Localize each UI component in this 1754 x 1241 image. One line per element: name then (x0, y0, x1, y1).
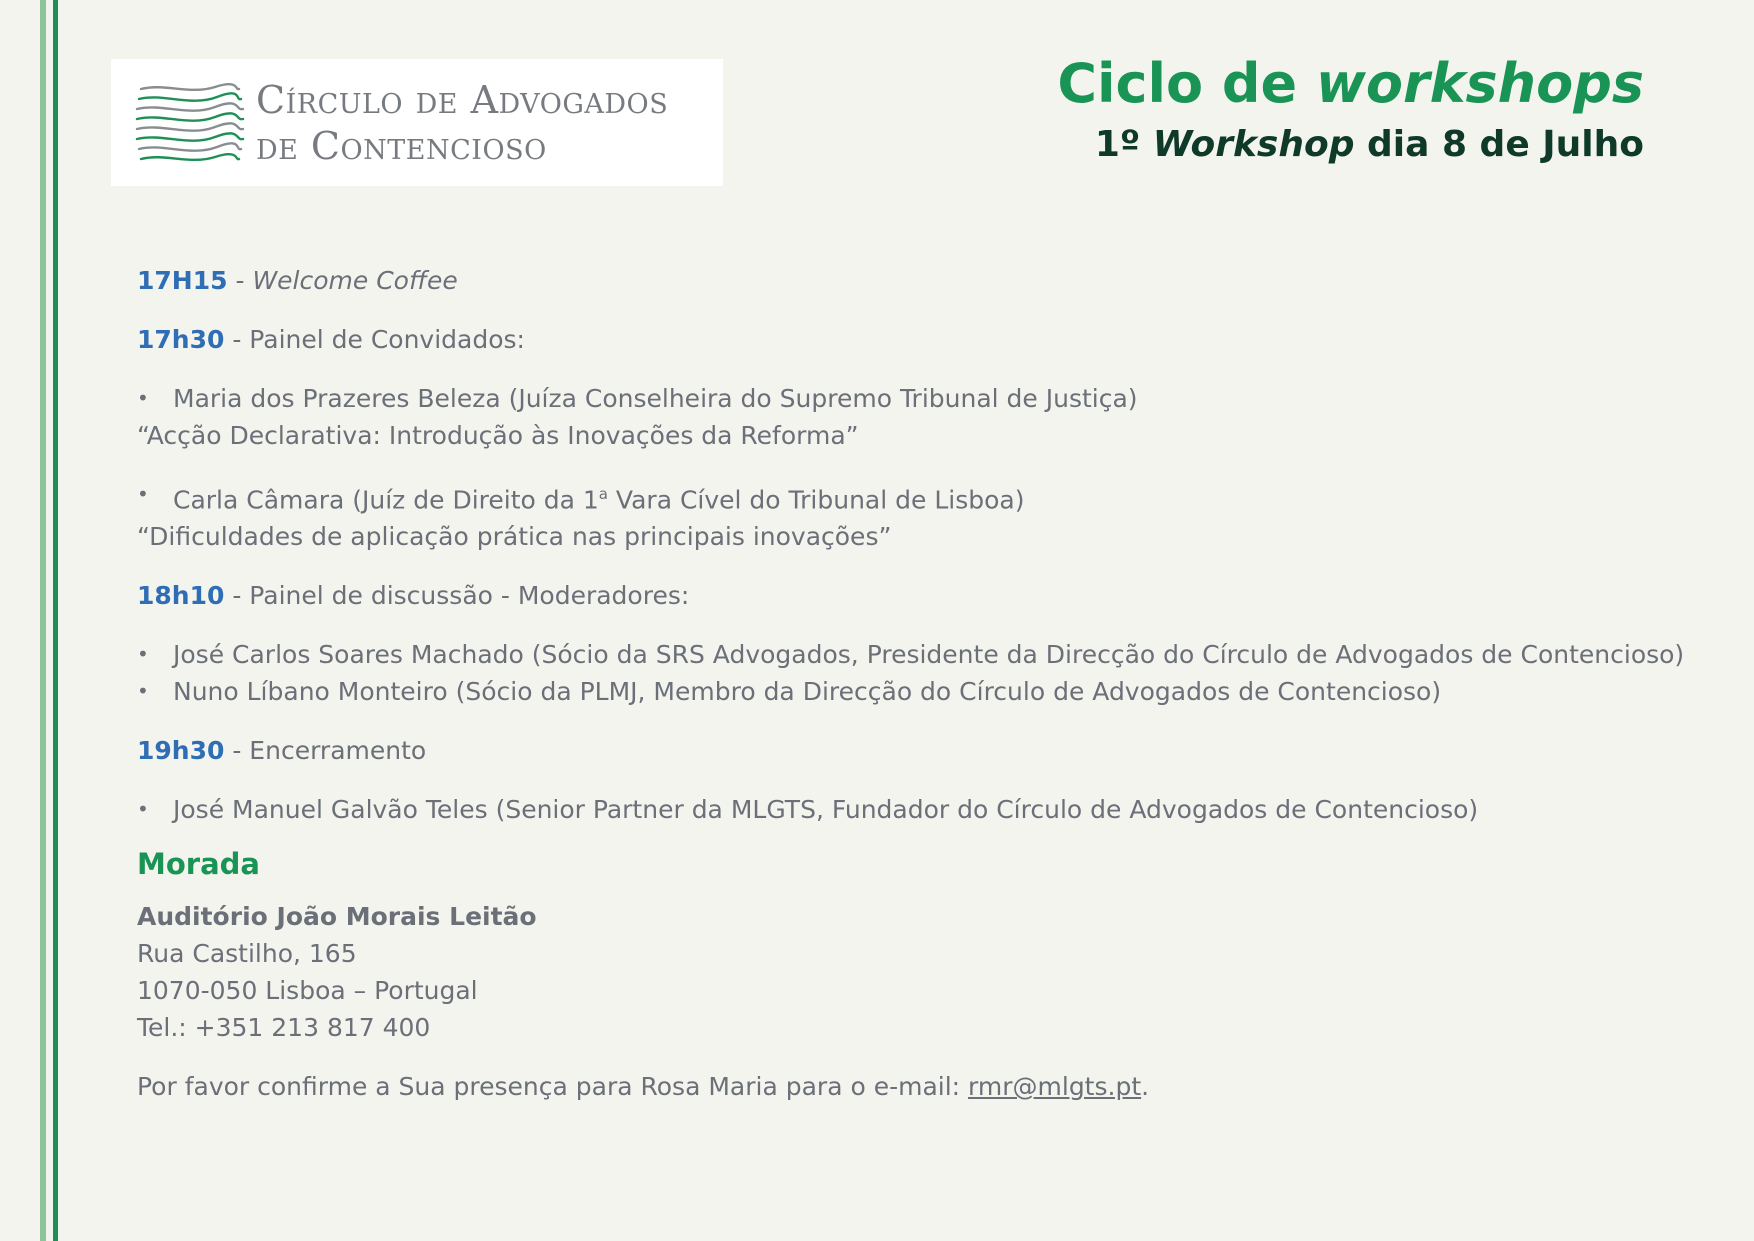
address-street: Rua Castilho, 165 (137, 939, 357, 969)
title-emphasis: workshops (1315, 52, 1644, 115)
welcome-text: Welcome Coffee (252, 266, 458, 295)
moderator-item: • Nuno Líbano Monteiro (Sócio da PLMJ, Membro da Direcção do Círculo de Advogados de Contencioso) (137, 673, 1657, 710)
speaker-item: • Maria dos Prazeres Beleza (Juíza Conselheira do Supremo Tribunal de Justiça) (137, 380, 1657, 417)
speaker-item (137, 476, 1657, 518)
time-label: 18h10 (137, 581, 225, 611)
panel-text: - Painel de discussão - Moderadores: (224, 581, 690, 611)
header (1057, 48, 1644, 170)
left-stripe-light (40, 0, 46, 1241)
schedule-panel-discussion (137, 577, 1657, 614)
speaker-text-end: Vara Cível do Tribunal de Lisboa) (607, 485, 1025, 515)
closer-item: • José Manuel Galvão Teles (Senior Partner da MLGTS, Fundador do Círculo de Advogados de Contencioso) (137, 791, 1657, 828)
speaker-talk: “Dificuldades de aplicação prática nas principais inovações” (137, 522, 892, 552)
rsvp-text: Por favor confirme a Sua presença para Rosa Maria para o e-mail: (137, 1072, 969, 1102)
speaker-talk: “Acção Declarativa: Introdução às Inovações da Reforma” (137, 421, 859, 450)
subtitle-emphasis: Workshop (1152, 124, 1355, 165)
speaker-superscript: a (598, 485, 608, 503)
rsvp-end: . (1141, 1072, 1150, 1102)
closing-text: - Encerramento (224, 736, 427, 766)
title-main: Ciclo de (1057, 52, 1316, 115)
schedule-welcome (137, 262, 1657, 299)
rsvp-line (137, 1068, 1657, 1105)
time-label: 19h30 (137, 736, 225, 766)
schedule-panel-guests (137, 321, 1657, 358)
time-label: 17H15 (137, 266, 228, 295)
separator: - (227, 266, 253, 295)
address-phone: Tel.: +351 213 817 400 (137, 1013, 431, 1043)
moderator-item: • José Carlos Soares Machado (Sócio da SRS Advogados, Presidente da Direcção do Círculo de Advogados de Contencioso) (137, 636, 1657, 673)
time-label: 17h30 (137, 325, 225, 354)
address-heading: Morada (137, 847, 260, 882)
logo-line-1: Círculo de Advogados (256, 78, 669, 122)
address-city: 1070-050 Lisboa – Portugal (137, 976, 478, 1006)
page-title (1057, 48, 1644, 120)
logo (111, 59, 723, 186)
page-subtitle (1057, 120, 1644, 170)
subtitle-date: dia 8 de Julho (1354, 124, 1644, 165)
logo-line-2: de Contencioso (256, 124, 547, 168)
email-link[interactable]: rmr@mlgts.pt (968, 1072, 1142, 1102)
speaker-text: Carla Câmara (Juíz de Direito da 1 (173, 485, 599, 515)
venue-name: Auditório João Morais Leitão (137, 902, 537, 932)
subtitle-number: 1º (1094, 124, 1153, 165)
program-content (137, 262, 1685, 1105)
logo-waves-icon (135, 81, 245, 167)
schedule-closing (137, 732, 1657, 769)
panel-text: - Painel de Convidados: (224, 325, 525, 354)
logo-text (256, 77, 668, 169)
left-stripe-dark (53, 0, 58, 1241)
